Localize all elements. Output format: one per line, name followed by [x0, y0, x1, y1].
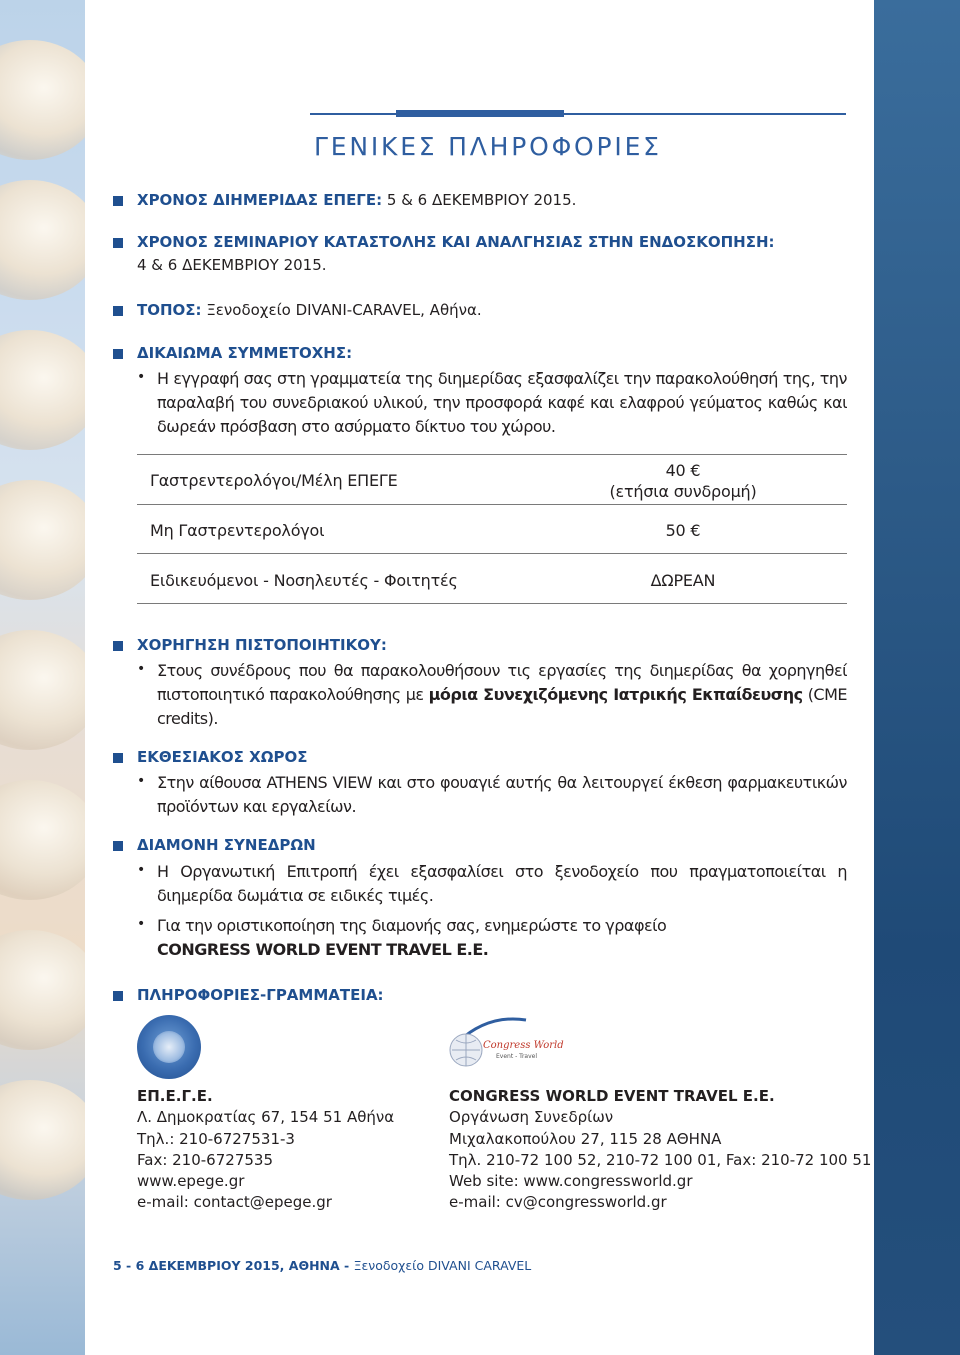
- square-bullet-icon: [113, 991, 123, 1001]
- congress-role: Οργάνωση Συνεδρίων: [449, 1108, 614, 1127]
- exhibition-text: Στην αίθουσα ATHENS VIEW και στο φουαγιέ αυτής θα λειτουργεί έκθεση φαρμακευτικών προϊόντων και εργαλείων.: [157, 773, 847, 816]
- header-accent-bar: [396, 110, 564, 117]
- bullet-dot-icon: •: [137, 773, 146, 789]
- fee-label: ΔΙΚΑΙΩΜΑ ΣΥΜΜΕΤΟΧΗΣ:: [137, 344, 353, 362]
- epege-tel: Τηλ.: 210-6727531-3: [137, 1129, 295, 1148]
- square-bullet-icon: [113, 306, 123, 316]
- footer-dates: 5 - 6 ΔΕΚΕΜΒΡΙΟΥ 2015, ΑΘΗΝΑ -: [113, 1258, 354, 1273]
- exhibition-label: ΕΚΘΕΣΙΑΚΟΣ ΧΩΡΟΣ: [137, 748, 308, 766]
- congress-logo-text: Congress World: [483, 1040, 564, 1051]
- seminar-time-value: 4 & 6 ΔΕΚΕΜΒΡΙΟΥ 2015.: [137, 256, 327, 274]
- bullet-dot-icon: •: [137, 369, 146, 385]
- fee-row-1-category: Γαστρεντερολόγοι/Μέλη ΕΠΕΓΕ: [150, 471, 398, 490]
- table-rule: [137, 504, 847, 505]
- table-rule: [137, 553, 847, 554]
- certificate-text-b: (CME credits).: [157, 685, 848, 728]
- certificate-text-a: Στους συνέδρους που θα παρακολουθήσουν τις εργασίες της διημερίδας θα χορηγηθεί πιστοποιητικό παρακολούθησης με: [157, 661, 847, 704]
- accommodation-text-2: Για την οριστικοποίηση της διαμονής σας, ενημερώστε το γραφείο: [157, 916, 667, 935]
- epege-contact: [137, 1086, 394, 1214]
- venue-label: ΤΟΠΟΣ:: [137, 301, 202, 319]
- congress-tel: Τηλ. 210-72 100 52, 210-72 100 01, Fax: 210-72 100 51: [449, 1150, 872, 1169]
- epege-email-link[interactable]: e-mail: contact@epege.gr: [137, 1193, 332, 1212]
- left-background-image: [0, 0, 85, 1355]
- bullet-dot-icon: •: [137, 916, 146, 932]
- fee-row-3-price: ΔΩΡΕΑΝ: [650, 571, 716, 590]
- accommodation-label: ΔΙΑΜΟΝΗ ΣΥΝΕΔΡΩΝ: [137, 836, 316, 854]
- venue-heading: [137, 301, 482, 319]
- epege-web-link[interactable]: www.epege.gr: [137, 1172, 245, 1191]
- page-title: ΓΕΝΙΚΕΣ ΠΛΗΡΟΦΟΡΙΕΣ: [314, 132, 662, 161]
- table-rule: [137, 603, 847, 604]
- fee-row-1-price: 40 €: [665, 461, 701, 480]
- square-bullet-icon: [113, 196, 123, 206]
- accommodation-text-1: Η Οργανωτική Επιτροπή έχει εξασφαλίσει στο ξενοδοχείο που πραγματοποιείται η διημερίδα δωμάτια σε ειδικές τιμές.: [157, 862, 847, 905]
- fee-row-2-price: 50 €: [665, 521, 701, 540]
- congress-web-link[interactable]: Web site: www.congressworld.gr: [449, 1172, 693, 1191]
- certificate-text: [157, 659, 847, 731]
- bullet-dot-icon: •: [137, 862, 146, 878]
- epege-fax: Fax: 210-6727535: [137, 1150, 273, 1169]
- seminar-time-label: ΧΡΟΝΟΣ ΣΕΜΙΝΑΡΙΟΥ ΚΑΤΑΣΤΟΛΗΣ ΚΑΙ ΑΝΑΛΓΗΣΙΑΣ ΣΤΗΝ ΕΝΔΟΣΚΟΠΗΣΗ:: [137, 233, 775, 251]
- fee-text: Η εγγραφή σας στη γραμματεία της διημερίδας εξασφαλίζει την παρακολούθησή της, την παραλαβή του συνεδριακού υλικού, την προσφορά καφέ και ελαφρού γεύματος καθώς και δωρεάν πρόσβαση στο ασύρματο δίκτυο του χώρου.: [157, 369, 847, 436]
- info-label: ΠΛΗΡΟΦΟΡΙΕΣ-ΓΡΑΜΜΑΤΕΙΑ:: [137, 986, 384, 1004]
- congress-logo-subtext: Event - Travel: [496, 1053, 538, 1060]
- meeting-time-heading: [137, 191, 576, 209]
- square-bullet-icon: [113, 841, 123, 851]
- certificate-text-bold: μόρια Συνεχιζόμενης Ιατρικής Εκπαίδευσης: [428, 685, 803, 704]
- venue-value: Ξενοδοχείο DIVANI-CARAVEL, Αθήνα.: [201, 301, 482, 319]
- page-footer: [113, 1258, 531, 1273]
- epege-name: ΕΠ.Ε.Γ.Ε.: [137, 1087, 213, 1105]
- fee-row-3-category: Ειδικευόμενοι - Νοσηλευτές - Φοιτητές: [150, 571, 458, 590]
- meeting-time-label: ΧΡΟΝΟΣ ΔΙΗΜΕΡΙΔΑΣ ΕΠΕΓΕ:: [137, 191, 383, 209]
- accommodation-agency: CONGRESS WORLD EVENT TRAVEL E.E.: [157, 940, 489, 959]
- header-rule: [310, 113, 846, 115]
- footer-hotel: Ξενοδοχείο DIVANI CARAVEL: [353, 1258, 532, 1273]
- congress-contact: [449, 1086, 871, 1214]
- square-bullet-icon: [113, 349, 123, 359]
- right-color-band: [874, 0, 960, 1355]
- congress-address: Μιχαλακοπούλου 27, 115 28 ΑΘΗΝΑ: [449, 1129, 722, 1148]
- congress-email-link[interactable]: e-mail: cv@congressworld.gr: [449, 1193, 667, 1212]
- epege-logo-icon: [137, 1015, 201, 1079]
- epege-address: Λ. Δημοκρατίας 67, 154 51 Αθήνα: [137, 1108, 395, 1127]
- fee-row-2-category: Μη Γαστρεντερολόγοι: [150, 521, 325, 540]
- square-bullet-icon: [113, 641, 123, 651]
- bullet-dot-icon: •: [137, 661, 146, 677]
- square-bullet-icon: [113, 753, 123, 763]
- fee-row-1-note: (ετήσια συνδρομή): [609, 482, 757, 501]
- accommodation-text-2-block: [157, 914, 847, 962]
- congress-name: CONGRESS WORLD EVENT TRAVEL E.E.: [449, 1087, 775, 1105]
- square-bullet-icon: [113, 238, 123, 248]
- certificate-label: ΧΟΡΗΓΗΣΗ ΠΙΣΤΟΠΟΙΗΤΙΚΟΥ:: [137, 636, 387, 654]
- table-rule: [137, 454, 847, 455]
- meeting-time-value: 5 & 6 ΔΕΚΕΜΒΡΙΟΥ 2015.: [382, 191, 577, 209]
